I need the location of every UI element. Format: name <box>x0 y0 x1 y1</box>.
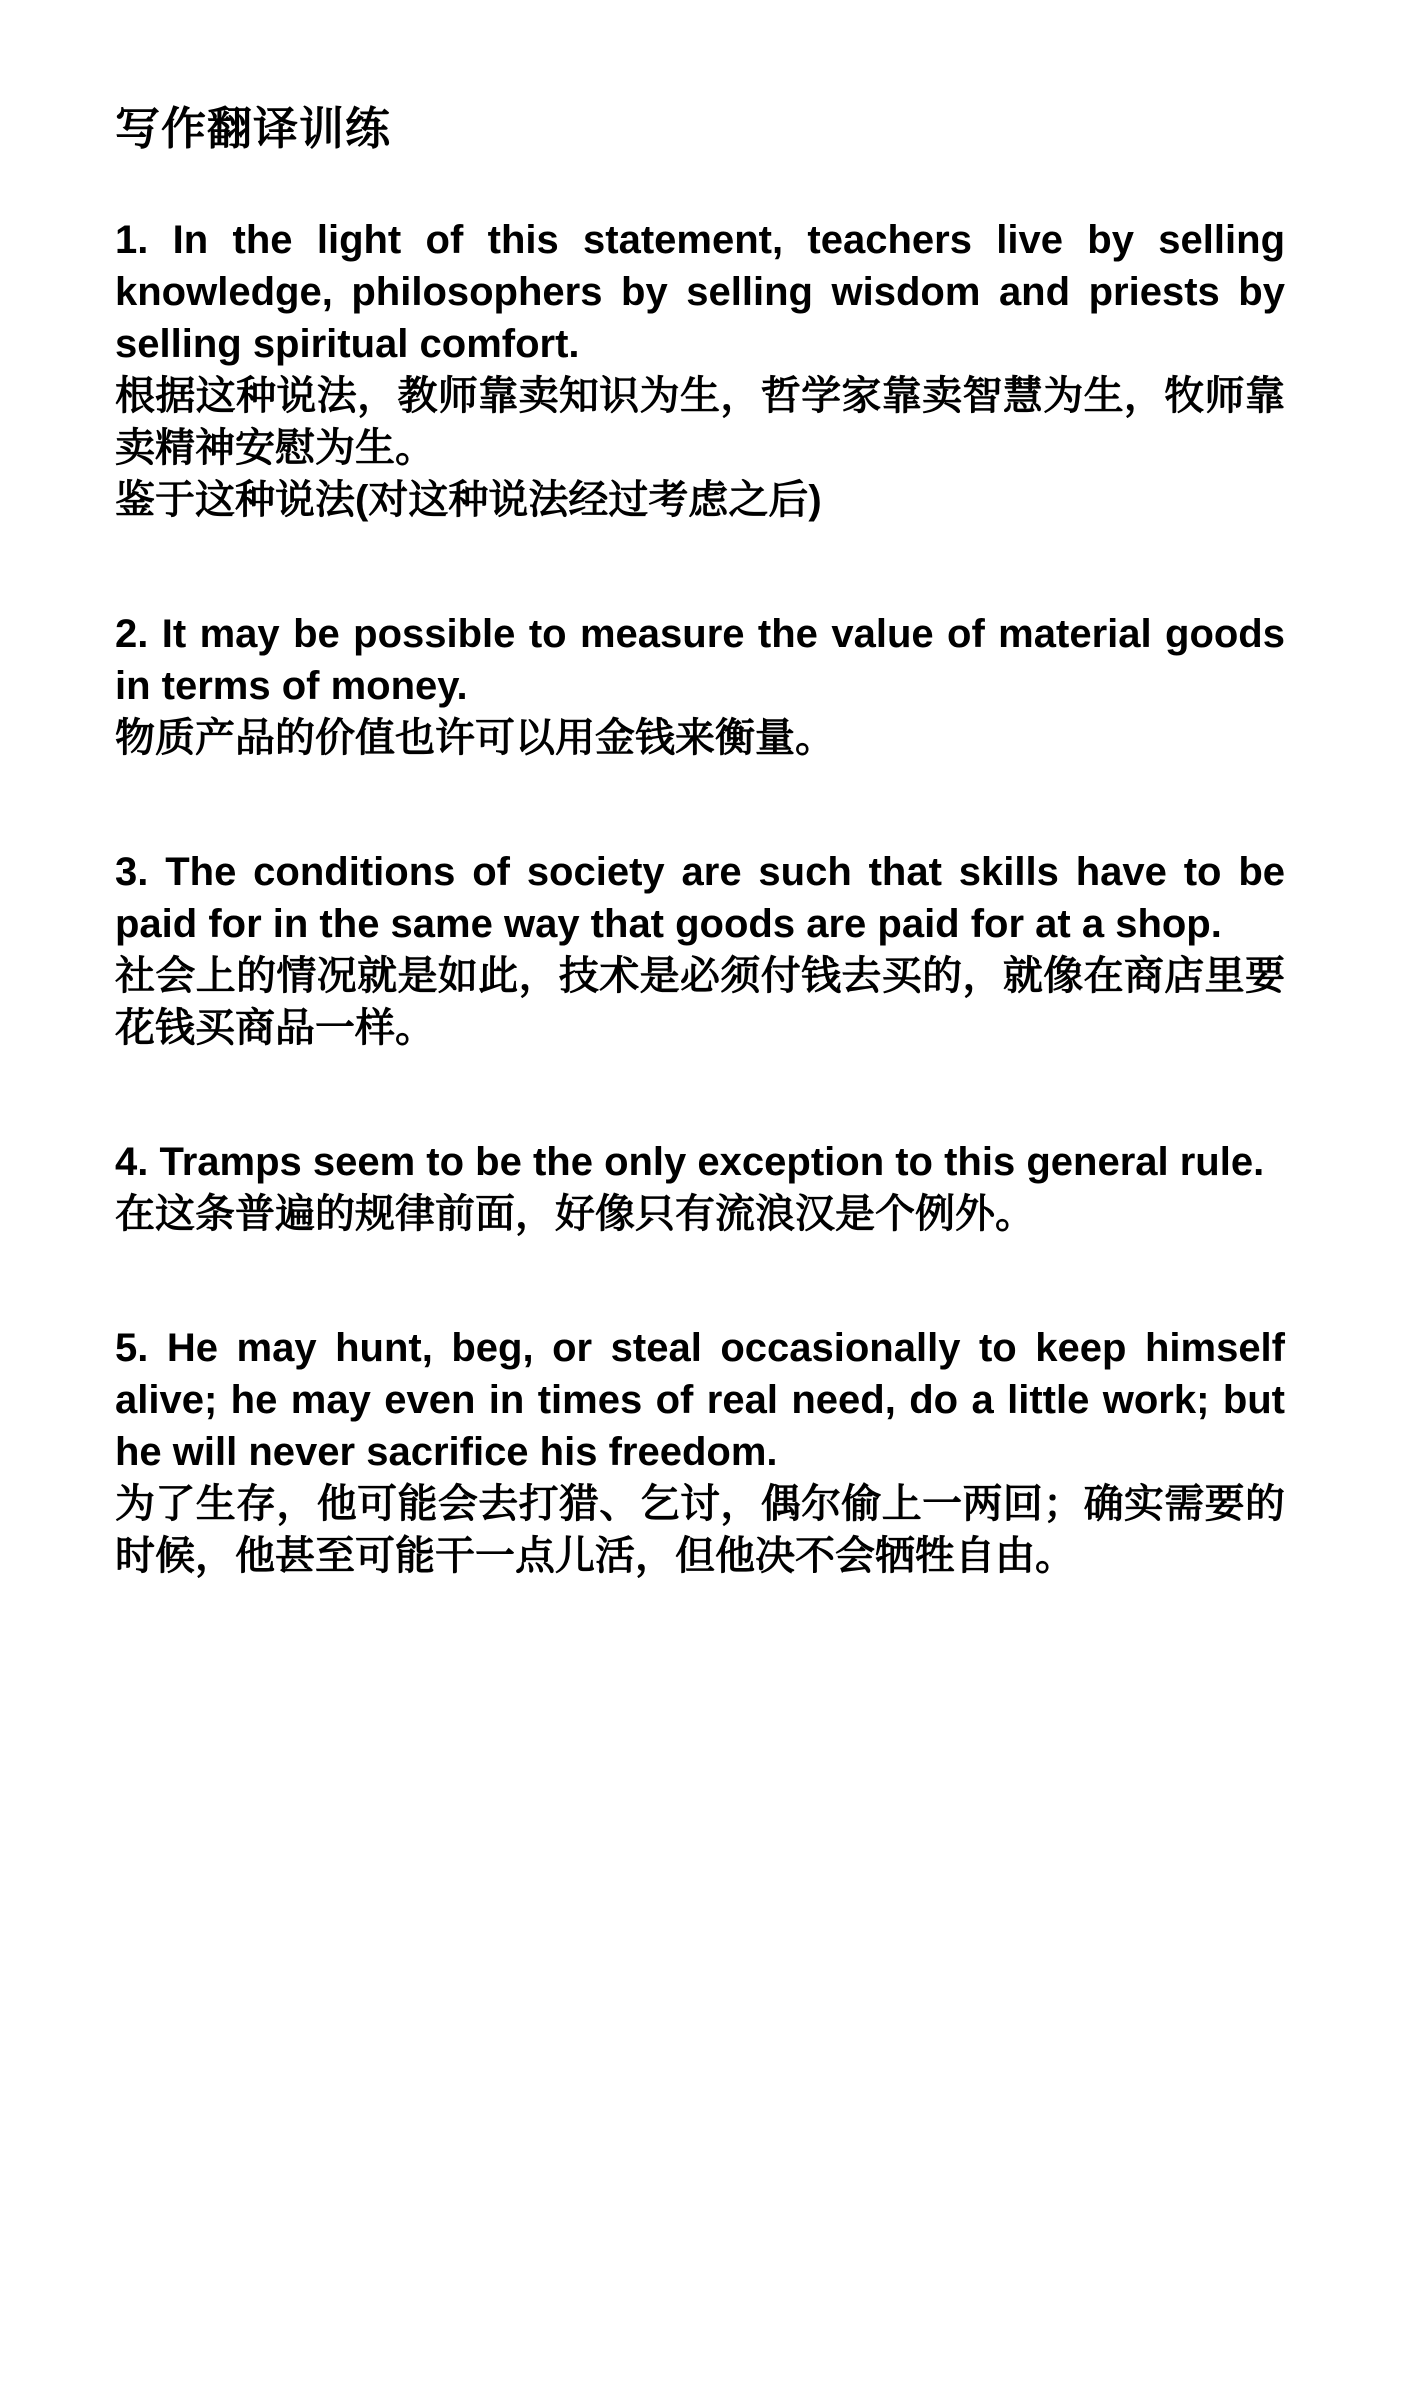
item-separator <box>115 764 1285 846</box>
item-note: 鉴于这种说法(对这种说法经过考虑之后) <box>115 478 822 522</box>
item-chinese-translation: 物质产品的价值也许可以用金钱来衡量。 <box>115 716 835 760</box>
item-separator <box>115 1054 1285 1136</box>
list-item <box>115 1322 1285 1582</box>
item-english-text: 2. It may be possible to measure the value of material goods in terms of money. <box>115 612 1285 708</box>
item-chinese-translation: 为了生存，他可能会去打猎、乞讨，偶尔偷上一两回；确实需要的时候，他甚至可能干一点儿活，但他决不会牺牲自由。 <box>115 1482 1285 1578</box>
translation-exercise-list <box>115 156 1285 1582</box>
item-separator <box>115 526 1285 608</box>
list-item <box>115 156 1285 526</box>
item-english-text: 4. Tramps seem to be the only exception to this general rule. <box>115 1140 1265 1184</box>
item-chinese-translation: 在这条普遍的规律前面，好像只有流浪汉是个例外。 <box>115 1192 1035 1236</box>
item-english-text: 1. In the light of this statement, teachers live by selling knowledge, philosophers by selling wisdom and priests by selling spiritual comfort. <box>115 218 1285 366</box>
list-item <box>115 1136 1285 1240</box>
list-item <box>115 608 1285 764</box>
item-english-text: 5. He may hunt, beg, or steal occasionally to keep himself alive; he may even in times of real need, do a little work; but he will never sacrifice his freedom. <box>115 1326 1285 1474</box>
item-english-text: 3. The conditions of society are such that skills have to be paid for in the same way that goods are paid for at a shop. <box>115 850 1285 946</box>
item-separator <box>115 1240 1285 1322</box>
document-content <box>115 0 1285 1582</box>
list-item <box>115 846 1285 1054</box>
item-chinese-translation: 根据这种说法，教师靠卖知识为生，哲学家靠卖智慧为生，牧师靠卖精神安慰为生。 <box>115 374 1285 470</box>
page-title: 写作翻译训练 <box>115 103 392 154</box>
item-chinese-translation: 社会上的情况就是如此，技术是必须付钱去买的，就像在商店里要花钱买商品一样。 <box>115 954 1285 1050</box>
